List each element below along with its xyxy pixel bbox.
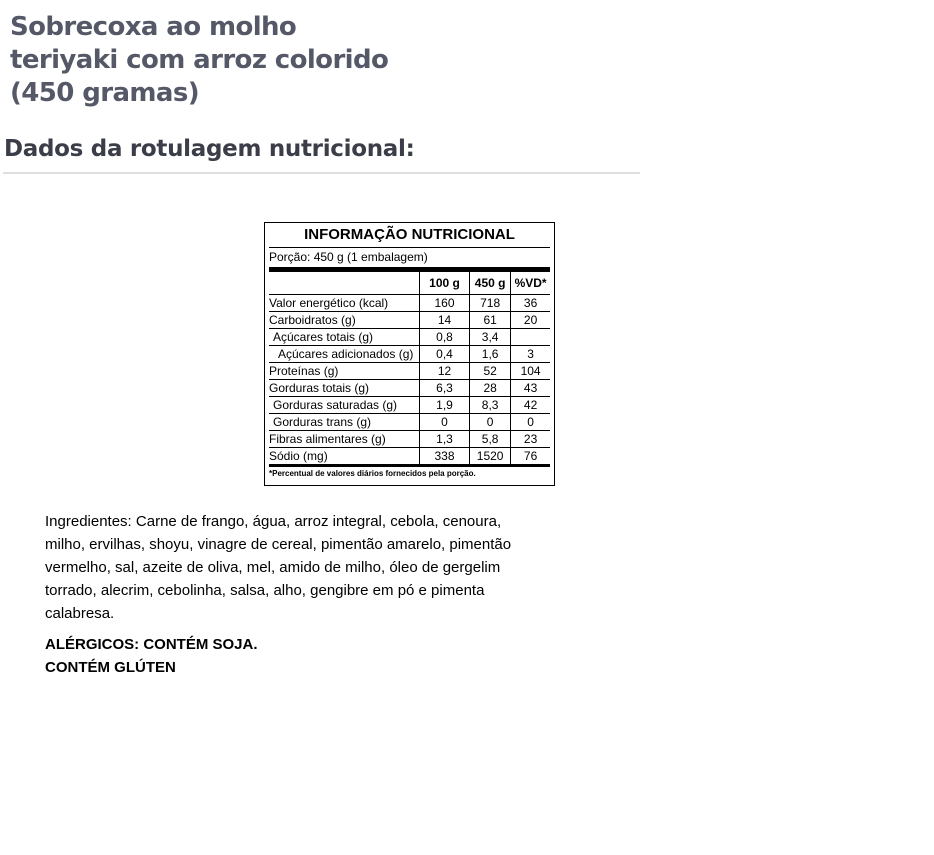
value-per-100g: 6,3 (419, 379, 469, 396)
value-per-100g: 0,8 (419, 328, 469, 345)
value-percent-vd: 20 (511, 311, 550, 328)
nutrition-footnote: *Percentual de valores diários fornecidos pela porção. (269, 468, 476, 478)
allergens-block (45, 633, 258, 679)
nutrient-label: Carboidratos (g) (269, 311, 419, 328)
nutrient-label: Açúcares adicionados (g) (269, 345, 419, 362)
value-per-100g: 0 (419, 413, 469, 430)
value-percent-vd: 0 (511, 413, 550, 430)
value-per-100g: 1,3 (419, 430, 469, 447)
nutrition-facts-table (264, 222, 555, 486)
value-per-450g: 718 (470, 294, 511, 311)
value-per-450g: 52 (470, 362, 511, 379)
value-percent-vd: 23 (511, 430, 550, 447)
nutrition-row (269, 430, 550, 447)
nutrition-row (269, 294, 550, 311)
value-percent-vd (511, 328, 550, 345)
product-title-line: Sobrecoxa ao molho (10, 12, 297, 42)
nutrient-label: Gorduras saturadas (g) (269, 396, 419, 413)
ingredients-text: Ingredientes: Carne de frango, água, arroz integral, cebola, cenoura, milho, ervilhas, shoyu, vinagre de cereal, pimentão amarelo, pimentão vermelho, sal, azeite de oliva, mel, amido de milho, óleo de gergelim torrado, alecrim, cebolinha, salsa, alho, gengibre em pó e pimenta calabresa. (45, 513, 512, 622)
value-percent-vd: 43 (511, 379, 550, 396)
nutrition-row (269, 362, 550, 379)
value-per-450g: 61 (470, 311, 511, 328)
nutrition-portion: Porção: 450 g (1 embalagem) (269, 248, 550, 272)
section-heading: Dados da rotulagem nutricional: (4, 136, 415, 162)
column-header-vd: %VD* (511, 272, 550, 294)
nutrition-row (269, 447, 550, 465)
nutrient-label: Gorduras trans (g) (269, 413, 419, 430)
value-per-100g: 0,4 (419, 345, 469, 362)
nutrition-row (269, 413, 550, 430)
value-per-450g: 3,4 (470, 328, 511, 345)
nutrition-header-row (269, 272, 550, 294)
nutrition-row (269, 396, 550, 413)
nutrient-label: Sódio (mg) (269, 447, 419, 465)
column-header-450g: 450 g (470, 272, 511, 294)
nutrition-grid (269, 272, 550, 467)
value-per-450g: 28 (470, 379, 511, 396)
nutrition-row (269, 311, 550, 328)
value-per-100g: 1,9 (419, 396, 469, 413)
section-divider (3, 172, 640, 174)
product-title (10, 11, 430, 110)
nutrient-label: Açúcares totais (g) (269, 328, 419, 345)
column-header-100g: 100 g (419, 272, 469, 294)
nutrient-label: Gorduras totais (g) (269, 379, 419, 396)
value-percent-vd: 76 (511, 447, 550, 465)
value-per-450g: 1,6 (470, 345, 511, 362)
nutrient-label: Proteínas (g) (269, 362, 419, 379)
value-per-100g: 12 (419, 362, 469, 379)
value-per-450g: 8,3 (470, 396, 511, 413)
value-per-100g: 14 (419, 311, 469, 328)
value-per-450g: 0 (470, 413, 511, 430)
nutrition-row (269, 328, 550, 345)
allergen-warning-soy: ALÉRGICOS: CONTÉM SOJA. (45, 636, 258, 653)
value-percent-vd: 36 (511, 294, 550, 311)
value-percent-vd: 3 (511, 345, 550, 362)
nutrition-row (269, 345, 550, 362)
value-per-450g: 5,8 (470, 430, 511, 447)
nutrition-title: INFORMAÇÃO NUTRICIONAL (269, 223, 550, 248)
allergen-warning-gluten: CONTÉM GLÚTEN (45, 659, 176, 676)
value-percent-vd: 42 (511, 396, 550, 413)
product-title-line: (450 gramas) (10, 78, 199, 108)
nutrient-label: Fibras alimentares (g) (269, 430, 419, 447)
nutrient-label: Valor energético (kcal) (269, 294, 419, 311)
nutrition-row (269, 379, 550, 396)
value-per-100g: 338 (419, 447, 469, 465)
value-per-450g: 1520 (470, 447, 511, 465)
header-label-cell (269, 272, 419, 294)
product-title-line: teriyaki com arroz colorido (10, 45, 389, 75)
value-percent-vd: 104 (511, 362, 550, 379)
value-per-100g: 160 (419, 294, 469, 311)
